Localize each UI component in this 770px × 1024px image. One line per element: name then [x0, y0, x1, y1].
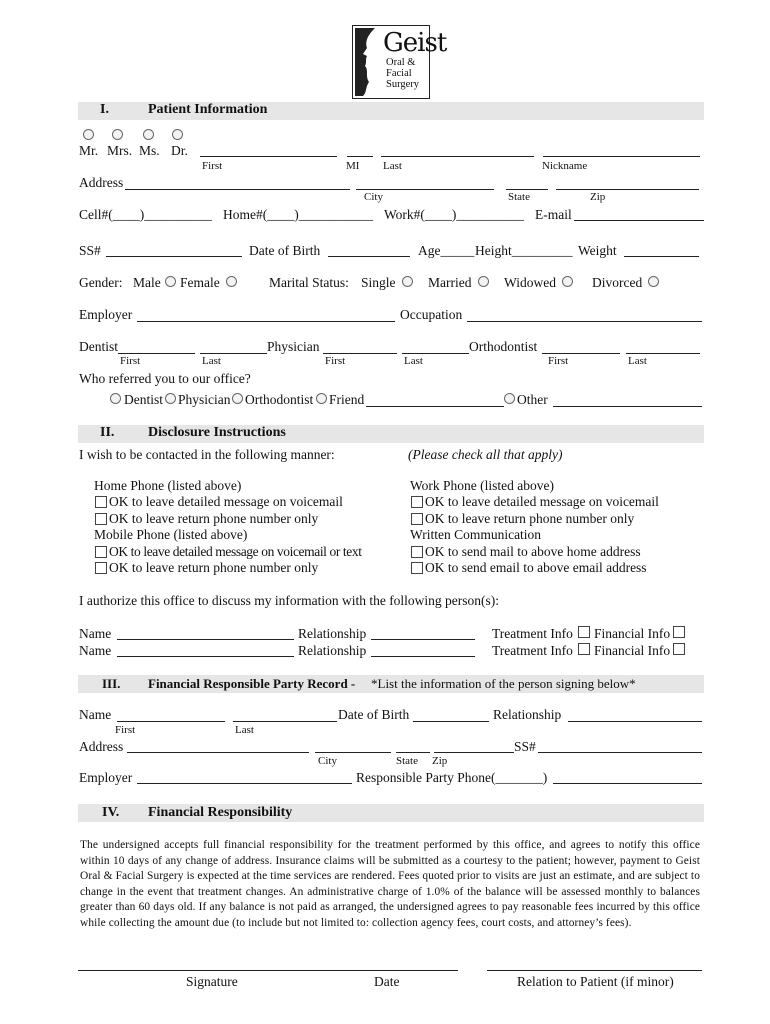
home-voicemail-label: OK to leave detailed message on voicemail: [109, 494, 343, 509]
face-profile-icon: [353, 26, 383, 96]
physician-last-field[interactable]: [402, 353, 469, 354]
resp-employer-field[interactable]: [137, 783, 352, 784]
auth-name-1-label: Name: [79, 626, 112, 641]
employer-field[interactable]: [137, 321, 395, 322]
title-dr-radio[interactable]: [172, 129, 183, 140]
first-name-field[interactable]: [200, 156, 337, 157]
auth-relationship-2-field[interactable]: [371, 656, 475, 657]
work-phone-heading: Work Phone (listed above): [410, 478, 555, 493]
mobile-voicemail-label: OK to leave detailed message on voicemail or text: [109, 544, 362, 559]
marital-widowed-label: Widowed: [504, 275, 556, 290]
title-mr-radio[interactable]: [83, 129, 94, 140]
marital-single-label: Single: [361, 275, 396, 290]
email-label-check: OK to send email to above email address: [425, 560, 647, 575]
referral-orthodontist-radio[interactable]: [232, 393, 243, 404]
city-caption: City: [364, 191, 383, 203]
section-2-title: Disclosure Instructions: [148, 425, 286, 440]
address-field[interactable]: [125, 189, 350, 190]
marital-widowed-radio[interactable]: [562, 276, 573, 287]
resp-employer-label: Employer: [79, 770, 133, 785]
signature-line[interactable]: [78, 970, 458, 971]
work-voicemail-label: OK to leave detailed message on voicemail: [425, 494, 659, 509]
section-4-number: IV.: [102, 805, 120, 820]
dob-field[interactable]: [328, 256, 410, 257]
gender-female-radio[interactable]: [226, 276, 237, 287]
physician-label: Physician: [267, 339, 320, 354]
resp-state-field[interactable]: [396, 752, 430, 753]
home-return-number-checkbox[interactable]: [95, 513, 107, 525]
zip-field[interactable]: [556, 189, 699, 190]
relation-line[interactable]: [487, 970, 702, 971]
mobile-voicemail-checkbox[interactable]: [95, 546, 107, 558]
gender-male-label: Male: [133, 275, 161, 290]
gender-label: Gender:: [79, 275, 123, 290]
referral-dentist-radio[interactable]: [110, 393, 121, 404]
mail-label: OK to send mail to above home address: [425, 544, 641, 559]
work-phone-label: Work#(____)__________: [384, 207, 524, 222]
work-return-number-label: OK to leave return phone number only: [425, 511, 635, 526]
resp-first-caption: First: [115, 724, 136, 736]
mi-caption: MI: [346, 160, 360, 172]
height-label: Height_________: [475, 243, 573, 258]
email-field[interactable]: [574, 220, 704, 221]
orthodontist-label: Orthodontist: [469, 339, 538, 354]
work-voicemail-checkbox[interactable]: [411, 496, 423, 508]
home-phone-label: Home#(____)___________: [223, 207, 373, 222]
section-1-title: Patient Information: [148, 102, 268, 117]
title-mr-label: Mr.: [79, 143, 99, 158]
marital-divorced-radio[interactable]: [648, 276, 659, 287]
auth-treatment-1-checkbox[interactable]: [578, 626, 590, 638]
section-4-title: Financial Responsibility: [148, 805, 293, 820]
signature-label: Signature: [186, 974, 238, 989]
marital-single-radio[interactable]: [402, 276, 413, 287]
state-field[interactable]: [506, 189, 548, 190]
referral-friend-radio[interactable]: [316, 393, 327, 404]
first-caption: First: [202, 160, 223, 172]
dob-label: Date of Birth: [249, 243, 321, 258]
marital-married-radio[interactable]: [478, 276, 489, 287]
resp-dob-label: Date of Birth: [338, 707, 410, 722]
resp-relationship-label: Relationship: [493, 707, 562, 722]
orthodontist-first-caption: First: [548, 355, 569, 367]
section-3-note: *List the information of the person signing below*: [371, 676, 636, 691]
marital-label: Marital Status:: [269, 275, 349, 290]
dentist-last-caption: Last: [202, 355, 221, 367]
dentist-last-field[interactable]: [200, 353, 267, 354]
resp-address-label: Address: [79, 739, 124, 754]
home-return-number-label: OK to leave return phone number only: [109, 511, 319, 526]
orthodontist-first-field[interactable]: [542, 353, 620, 354]
weight-label: Weight: [578, 243, 617, 258]
email-checkbox[interactable]: [411, 562, 423, 574]
resp-zip-caption: Zip: [432, 755, 448, 767]
auth-financial-1-checkbox[interactable]: [673, 626, 685, 638]
home-phone-heading: Home Phone (listed above): [94, 478, 242, 493]
auth-financial-2-checkbox[interactable]: [673, 643, 685, 655]
age-label: Age_____: [418, 243, 475, 258]
address-label: Address: [79, 175, 124, 190]
auth-treatment-2-label: Treatment Info: [492, 643, 573, 658]
resp-address-field[interactable]: [127, 752, 309, 753]
logo-line-3: Surgery: [386, 79, 420, 90]
work-return-number-checkbox[interactable]: [411, 513, 423, 525]
auth-financial-2-label: Financial Info: [594, 643, 671, 658]
marital-divorced-label: Divorced: [592, 275, 643, 290]
ss-label: SS#: [79, 243, 101, 258]
dentist-label: Dentist: [79, 339, 118, 354]
zip-caption: Zip: [590, 191, 606, 203]
referral-physician-label: Physician: [178, 392, 231, 407]
last-caption: Last: [383, 160, 402, 172]
orthodontist-last-field[interactable]: [626, 353, 700, 354]
auth-relationship-2-label: Relationship: [298, 643, 367, 658]
resp-last-caption: Last: [235, 724, 254, 736]
dentist-first-field[interactable]: [118, 353, 195, 354]
referral-physician-radio[interactable]: [165, 393, 176, 404]
auth-name-2-label: Name: [79, 643, 112, 658]
mobile-return-number-label: OK to leave return phone number only: [109, 560, 319, 575]
date-label: Date: [374, 974, 400, 989]
resp-ss-label: SS#: [514, 739, 536, 754]
resp-first-field[interactable]: [117, 721, 225, 722]
auth-financial-1-label: Financial Info: [594, 626, 671, 641]
authorize-text: I authorize this office to discuss my information with the following person(s):: [79, 593, 500, 608]
gender-male-radio[interactable]: [165, 276, 176, 287]
resp-last-field[interactable]: [233, 721, 337, 722]
physician-first-field[interactable]: [323, 353, 397, 354]
title-dr-label: Dr.: [171, 143, 188, 158]
email-label: E-mail: [535, 207, 572, 222]
resp-city-caption: City: [318, 755, 337, 767]
referral-other-field[interactable]: [553, 406, 702, 407]
auth-relationship-1-label: Relationship: [298, 626, 367, 641]
physician-last-caption: Last: [404, 355, 423, 367]
employer-label: Employer: [79, 307, 133, 322]
section-3-title: Financial Responsible Party Record -: [148, 676, 356, 691]
weight-field[interactable]: [624, 256, 699, 257]
section-2-number: II.: [100, 425, 115, 440]
financial-responsibility-paragraph: The undersigned accepts full financial responsibility for the treatment performed by this office, and agrees to notify this office within 10 days of any change of address. Insurance claims will be submitted as a courtesy to the patient; however, payment to Geist Oral & Facial Surgery is expected at the time services are rendered. Fees quoted prior to visits are just an estimate, and are subject to change in the event that treatment changes. An administrative charge of 1.0% of the balance will be assessed monthly to balances greater than 60 days old. If any balance is not paid as arranged, the undersigned agrees to pay reasonable fees incurred by this office while collecting the amount due (to include but not limited to: collection agency fees, court costs, and attorney’s fees).: [80, 839, 700, 929]
written-heading: Written Communication: [410, 527, 542, 542]
referral-friend-field[interactable]: [366, 406, 504, 407]
dentist-first-caption: First: [120, 355, 141, 367]
relation-label: Relation to Patient (if minor): [517, 974, 674, 989]
title-mrs-radio[interactable]: [112, 129, 123, 140]
title-mrs-label: Mrs.: [107, 143, 133, 158]
resp-phone-field[interactable]: [553, 783, 702, 784]
auth-treatment-2-checkbox[interactable]: [578, 643, 590, 655]
ss-field[interactable]: [106, 256, 242, 257]
section-3-number: III.: [102, 676, 121, 691]
contact-intro: I wish to be contacted in the following manner:: [79, 447, 335, 462]
mobile-phone-heading: Mobile Phone (listed above): [94, 527, 248, 542]
orthodontist-last-caption: Last: [628, 355, 647, 367]
state-caption: State: [508, 191, 530, 203]
contact-note: (Please check all that apply): [408, 447, 563, 462]
logo-line-2: Facial: [386, 68, 412, 79]
gender-female-label: Female: [180, 275, 220, 290]
referral-other-label: Other: [517, 392, 548, 407]
referral-friend-label: Friend: [329, 392, 365, 407]
resp-city-field[interactable]: [315, 752, 391, 753]
logo-line-1: Oral &: [386, 57, 416, 68]
cell-label: Cell#(____)__________: [79, 207, 212, 222]
referral-dentist-label: Dentist: [124, 392, 163, 407]
mail-checkbox[interactable]: [411, 546, 423, 558]
section-1-number: I.: [100, 102, 109, 117]
mobile-return-number-checkbox[interactable]: [95, 562, 107, 574]
logo-brand: Geist: [383, 28, 447, 58]
resp-ss-field[interactable]: [538, 752, 702, 753]
home-voicemail-checkbox[interactable]: [95, 496, 107, 508]
nickname-field[interactable]: [543, 156, 700, 157]
auth-name-2-field[interactable]: [117, 656, 294, 657]
nickname-caption: Nickname: [542, 160, 588, 172]
practice-logo: [352, 25, 447, 99]
resp-state-caption: State: [396, 755, 418, 767]
title-ms-radio[interactable]: [143, 129, 154, 140]
resp-dob-field[interactable]: [413, 721, 489, 722]
resp-name-label: Name: [79, 707, 112, 722]
city-field[interactable]: [356, 189, 494, 190]
physician-first-caption: First: [325, 355, 346, 367]
referral-other-radio[interactable]: [504, 393, 515, 404]
last-name-field[interactable]: [381, 156, 534, 157]
marital-married-label: Married: [428, 275, 472, 290]
resp-relationship-field[interactable]: [568, 721, 702, 722]
resp-zip-field[interactable]: [434, 752, 514, 753]
mi-field[interactable]: [347, 156, 373, 157]
auth-name-1-field[interactable]: [117, 639, 294, 640]
auth-relationship-1-field[interactable]: [371, 639, 475, 640]
occupation-label: Occupation: [400, 307, 463, 322]
referral-question: Who referred you to our office?: [79, 371, 251, 386]
title-ms-label: Ms.: [139, 143, 160, 158]
occupation-field[interactable]: [467, 321, 702, 322]
referral-orthodontist-label: Orthodontist: [245, 392, 314, 407]
auth-treatment-1-label: Treatment Info: [492, 626, 573, 641]
resp-phone-label: Responsible Party Phone(_______): [356, 770, 548, 785]
